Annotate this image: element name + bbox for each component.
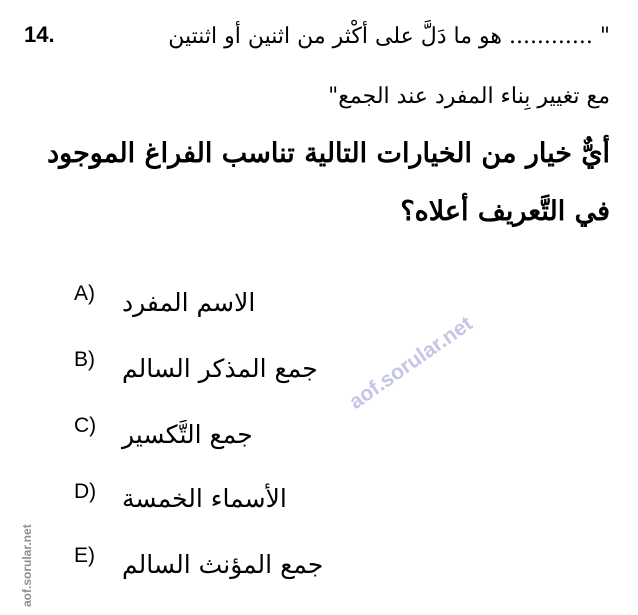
question-line-2: مع تغيير بِناء المفرد عند الجمع" — [328, 84, 610, 109]
option-letter: C) — [74, 414, 97, 437]
watermark-diagonal: aof.sorular.net — [345, 312, 477, 414]
option-letter: D) — [74, 480, 97, 503]
option-letter: A) — [74, 282, 95, 305]
question-line-1: " ............ هو ما دَلَّ على أكْثر من اثنين أو اثنتين — [168, 24, 610, 49]
option-text: جمع التَّكسير — [122, 420, 253, 449]
question-prompt-line-1: أيٌّ خيار من الخيارات التالية تناسب الفراغ الموجود — [47, 138, 610, 169]
option-letter: E) — [74, 544, 95, 567]
option-text: الأسماء الخمسة — [122, 484, 287, 513]
question-number: 14. — [24, 22, 55, 47]
question-prompt-line-2: في التَّعريف أعلاه؟ — [400, 196, 610, 227]
option-text: جمع المذكر السالم — [122, 354, 318, 383]
option-text: جمع المؤنث السالم — [122, 550, 324, 579]
watermark-side: aof.sorular.net — [20, 524, 34, 607]
option-text: الاسم المفرد — [122, 288, 256, 317]
option-letter: B) — [74, 348, 95, 371]
